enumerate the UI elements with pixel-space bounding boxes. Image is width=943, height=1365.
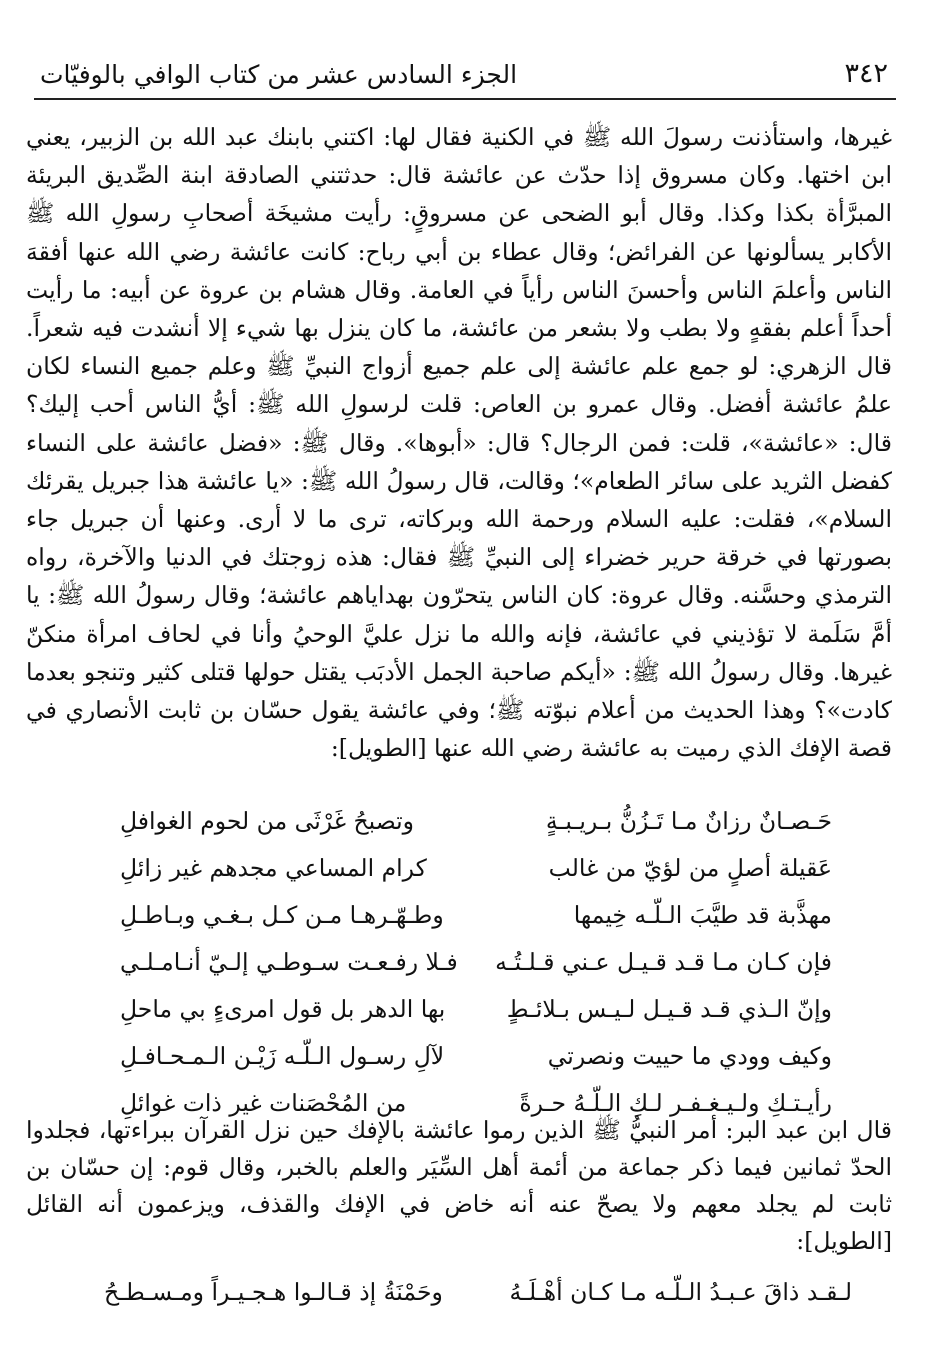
poem xyxy=(120,798,832,1127)
running-title: الجزء السادس عشر من كتاب الوافي بالوفيّات xyxy=(40,60,518,89)
poem-verse xyxy=(120,798,832,845)
verse-second-hemistich: فـلا رفـعـت سـوطـي إلـيّ أنـامـلـي xyxy=(120,948,458,976)
verse-second-hemistich: وتصبحُ غَرْثَى من لحوم الغوافلِ xyxy=(120,807,415,835)
poem-verse xyxy=(120,986,832,1033)
verse-first-hemistich: لـقـد ذاقَ عـبـدُ الـلّـه مـا كـان أهْـلَـهُ xyxy=(509,1278,852,1306)
poem-verse xyxy=(120,1033,832,1080)
verse-first-hemistich: وكيف وودي ما حييت ونصرتي xyxy=(547,1042,832,1070)
verse-first-hemistich: وإنّ الـذي قـد قـيـل لـيـس بـلائـطٍ xyxy=(506,995,832,1023)
page-number: ٣٤٢ xyxy=(844,58,888,89)
paragraph-text: قال ابن عبد البر: أمر النبيُّ ﷺ الذين رموا عائشة بالإفك حين نزل القرآن ببراءتها، فجلدوا الحدّ ثمانين فيما ذكر جماعة من أئمة أهل السِّيَر والعلم بالخبر، وقال قوم: إن حسّان بن ثابت لم يجلد معهم ولا يصحّ عنه أنه خاض في الإفك والقذف، ويزعمون أنه القائل [الطويل]: xyxy=(26,1116,892,1255)
final-verse xyxy=(104,1272,852,1312)
verse-second-hemistich: وطـهّـرهـا مـن كـل بـغـي وبـاطـلِ xyxy=(120,901,444,929)
paragraph-text: غيرها، واستأذنت رسولَ الله ﷺ في الكنية فقال لها: اكتني بابنك عبد الله بن الزبير، يعني ابن اختها. وكان مسروق إذا حدّث عن عائشة قال: حدثتني الصادقة ابنة الصِّديق البريئة المبرَّأة بكذا وكذا. وقال أبو الضحى عن مسروقٍ: رأيت مشيخَة أصحابِ رسولِ الله ﷺ الأكابر يسألونها عن الفرائض؛ وقال عطاء بن أبي رباح: كانت عائشة رضي الله عنها أفقهَ الناس وأعلمَ الناس وأحسنَ الناس رأياً في العامة. وقال هشام بن عروة عن أبيه: ما رأيت أحداً أعلم بفقهٍ ولا بطب ولا بشعر من عائشة، ما كان ينزل بها شيء إلا أنشدت فيه شعراً. قال الزهري: لو جمع علم عائشة إلى علم جميع أزواج النبيِّ ﷺ وعلم جميع النساء لكان علمُ عائشة أفضل. وقال عمرو بن العاص: قلت لرسولِ الله ﷺ: أيُّ الناس أحب إليك؟ قال: «عائشة»، قلت: فمن الرجال؟ قال: «أبوها». وقال ﷺ: «فضل عائشة على النساء كفضل الثريد على سائر الطعام»؛ وقالت، قال رسولُ الله ﷺ: «يا عائشة هذا جبريل يقرئك السلام»، فقلت: عليه السلام ورحمة الله وبركاته، ترى ما لا أرى. وعنها أن جبريل جاء بصورتها في خرقة حرير خضراء إلى النبيِّ ﷺ فقال: هذه زوجتك في الدنيا والآخرة، رواه الترمذي وحسَّنه. وقال عروة: كان الناس يتحرّون بهداياهم عائشة؛ وقال رسولُ الله ﷺ: يا أمَّ سَلَمة لا تؤذيني في عائشة، فإنه والله ما نزل عليَّ الوحيُ وأنا في لحاف امرأة منكنّ غيرها. وقال رسولُ الله ﷺ: «أيكم صاحبة الجمل الأدبَب يقتل حولها قتلى كثير وتنجو بعدما كادت»؟ وهذا الحديث من أعلام نبوّته ﷺ؛ وفي عائشة يقول حسّان بن ثابت الأنصاري في قصة الإفك الذي رميت به عائشة رضي الله عنها [الطويل]: xyxy=(26,123,892,763)
page-header xyxy=(34,58,896,100)
poem-verse xyxy=(120,845,832,892)
verse-first-hemistich: مهذَّبة قد طيَّبَ الـلّـه خِيمها xyxy=(573,901,832,929)
verse-second-hemistich: وحَمْنَةُ إذ قـالـوا هـجـيـراً ومـسـطـحُ xyxy=(104,1278,443,1306)
verse-first-hemistich: حَـصـانٌ رزانٌ مـا تَـزُنُّ بـريـبـةٍ xyxy=(545,807,832,835)
verse-first-hemistich: فإن كـان مـا قـد قـيـل عـني قـلـتُـه xyxy=(495,948,832,976)
verse-second-hemistich: كرام المساعي مجدهم غير زائلِ xyxy=(120,854,427,882)
verse-first-hemistich: عَقيلة أصلٍ من لؤيّ من غالب xyxy=(548,854,832,882)
verse-second-hemistich: من المُحْصَنات غير ذات غوائلِ xyxy=(120,1089,407,1117)
verse-first-hemistich: رأيـتـكِ ولـيـغـفـر لـكِ الـلّـهُ حـرةً xyxy=(519,1089,832,1117)
main-paragraph xyxy=(26,118,892,767)
poem-verse xyxy=(120,892,832,939)
verse-second-hemistich: بها الدهر بل قول امرىءٍ بي ماحلِ xyxy=(120,995,446,1023)
poem-verse xyxy=(120,939,832,986)
verse-second-hemistich: لآلِ رسـول الـلّـه زَيْـن الـمـحـافـلِ xyxy=(120,1042,445,1070)
second-paragraph xyxy=(26,1112,892,1260)
